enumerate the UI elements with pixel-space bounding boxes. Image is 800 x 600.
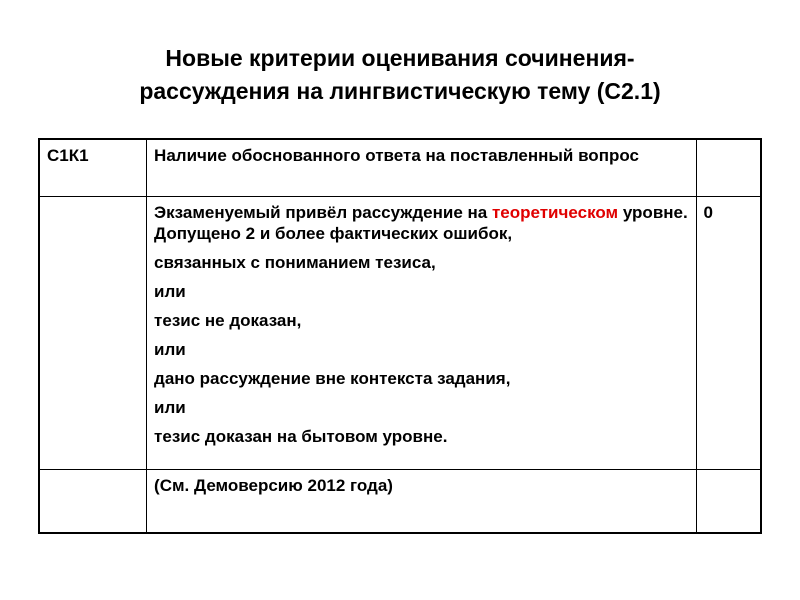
slide-title bbox=[20, 42, 780, 108]
assessment-code-cell bbox=[39, 197, 147, 470]
assessment-line-7: тезис доказан на бытовом уровне. bbox=[154, 427, 448, 446]
demo-code-cell bbox=[39, 470, 147, 534]
assessment-description-intro bbox=[154, 202, 688, 244]
criterion-code-cell: С1К1 bbox=[39, 139, 147, 197]
criterion-score-cell bbox=[696, 139, 761, 197]
table-row-criterion bbox=[39, 139, 761, 197]
table-row-demo-reference bbox=[39, 470, 761, 534]
table-row-assessment bbox=[39, 197, 761, 470]
assessment-intro-text: Экзаменуемый привёл рассуждение на bbox=[154, 203, 488, 222]
assessment-line-2: или bbox=[154, 282, 186, 301]
assessment-line-4: или bbox=[154, 340, 186, 359]
assessment-description-cell bbox=[147, 197, 696, 470]
demo-description-cell: (См. Демоверсию 2012 года) bbox=[147, 470, 696, 534]
assessment-score-cell: 0 bbox=[696, 197, 761, 470]
criterion-description-cell: Наличие обоснованного ответа на поставленный вопрос bbox=[147, 139, 696, 197]
assessment-line-6: или bbox=[154, 398, 186, 417]
assessment-line-5: дано рассуждение вне контекста задания, bbox=[154, 369, 511, 388]
assessment-highlight-text: теоретическом bbox=[491, 203, 619, 222]
criteria-table bbox=[38, 138, 762, 534]
demo-score-cell bbox=[696, 470, 761, 534]
slide-title-line-2: рассуждения на лингвистическую тему (С2.1) bbox=[139, 78, 661, 104]
slide-title-line-1: Новые критерии оценивания сочинения- bbox=[165, 45, 635, 71]
assessment-line-1: связанных с пониманием тезиса, bbox=[154, 253, 436, 272]
assessment-line-3: тезис не доказан, bbox=[154, 311, 302, 330]
assessment-rest-text: уровне. Допущено 2 и более фактических ошибок, bbox=[154, 203, 688, 243]
